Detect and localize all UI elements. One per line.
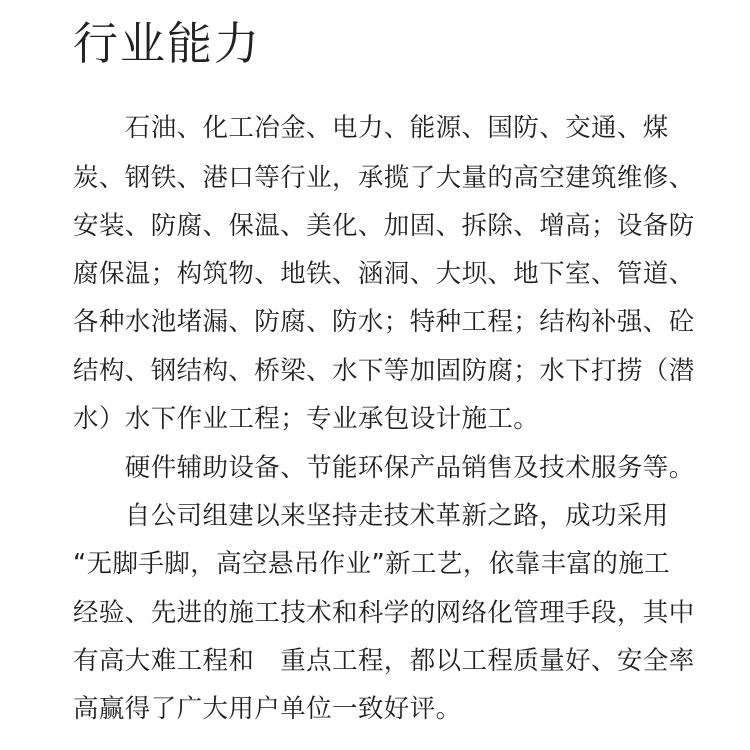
text-line: 自公司组建以来坚持走技术革新之路，成功采用 — [73, 501, 669, 531]
text-line: 有高大难工程和 重点工程，都以工程质量好、安全率 — [73, 646, 695, 676]
text-line: 各种水池堵漏、防腐、防水；特种工程；结构补强、砼 — [73, 307, 695, 337]
text-line: “无脚手脚，高空悬吊作业”新工艺，依靠丰富的施工 — [73, 549, 671, 579]
text-line: 高赢得了广大用户单位一致好评。 — [73, 694, 462, 724]
text-line: 结构、钢结构、桥梁、水下等加固防腐；水下打捞（潜 — [73, 356, 695, 386]
text-line: 腐保温；构筑物、地铁、涵洞、大坝、地下室、管道、 — [73, 259, 695, 289]
text-line: 经验、先进的施工技术和科学的网络化管理手段，其中 — [73, 598, 695, 628]
page-title: 行业能力 — [73, 17, 262, 70]
text-line: 水）水下作业工程；专业承包设计施工。 — [73, 404, 540, 434]
text-line: 硬件辅助设备、节能环保产品销售及技术服务等。 — [73, 453, 695, 483]
text-line: 炭、钢铁、港口等行业，承揽了大量的高空建筑维修、 — [73, 163, 695, 193]
text-line: 安装、防腐、保温、美化、加固、拆除、增高；设备防 — [73, 211, 695, 241]
text-line: 石油、化工冶金、电力、能源、国防、交通、煤 — [73, 113, 669, 143]
